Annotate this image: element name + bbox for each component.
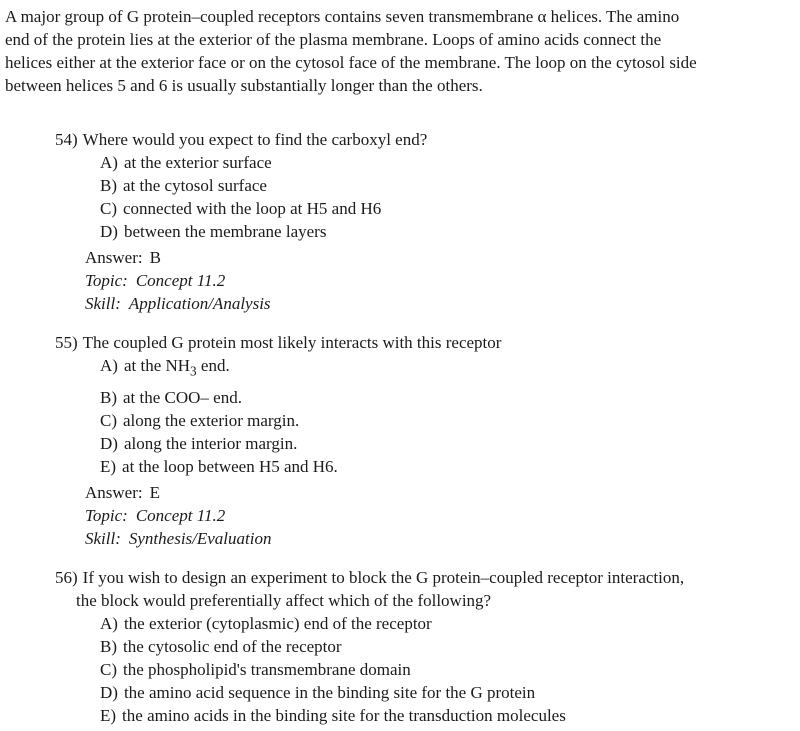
option-text: between the membrane layers xyxy=(123,222,327,241)
skill-label: Skill: xyxy=(85,529,121,548)
question-number: 55) xyxy=(55,333,78,352)
option-label: D) xyxy=(100,683,118,702)
option-label: B) xyxy=(100,176,117,195)
option-row xyxy=(100,386,800,409)
option-row xyxy=(100,704,800,727)
option-text: along the exterior margin. xyxy=(123,411,300,430)
option-text: at the cytosol surface xyxy=(123,176,267,195)
option-row xyxy=(100,174,800,197)
skill-line xyxy=(85,527,800,550)
question-number: 54) xyxy=(55,130,78,149)
option-text: at the loop between H5 and H6. xyxy=(122,457,338,476)
topic-value: Concept 11.2 xyxy=(135,271,226,290)
question-text: Where would you expect to find the carboxyl end? xyxy=(82,130,428,149)
question-text: the block would preferentially affect which of the following? xyxy=(76,591,492,610)
question-block xyxy=(0,128,800,315)
answer-label: Answer: xyxy=(85,248,143,267)
option-row xyxy=(100,658,800,681)
intro-line: helices either at the exterior face or on the cytosol face of the membrane. The loop on the cytosol side xyxy=(5,53,697,72)
option-text: the cytosolic end of the receptor xyxy=(123,637,342,656)
answer-line xyxy=(85,481,800,504)
topic-line xyxy=(85,504,800,527)
option-row xyxy=(100,681,800,704)
option-text: at the $NH_3$ end. xyxy=(123,356,230,379)
option-text: at the COO– end. xyxy=(123,388,242,407)
option-row xyxy=(100,612,800,635)
option-text: the phospholipid's transmembrane domain xyxy=(123,660,411,679)
intro-line: A major group of G protein–coupled receptors contains seven transmembrane α helices. The amino xyxy=(5,7,680,26)
option-row xyxy=(100,409,800,432)
skill-line xyxy=(85,292,800,315)
question-text-lines xyxy=(0,566,800,612)
answer-value: E xyxy=(149,483,160,502)
option-text: the amino acid sequence in the binding site for the G protein xyxy=(123,683,536,702)
document-page xyxy=(0,5,800,731)
option-label: C) xyxy=(100,660,117,679)
skill-value: Synthesis/Evaluation xyxy=(128,529,272,548)
option-row xyxy=(100,635,800,658)
option-row xyxy=(100,220,800,243)
topic-line xyxy=(85,269,800,292)
answer-value: B xyxy=(149,248,161,267)
skill-label: Skill: xyxy=(85,294,121,313)
options-list xyxy=(0,354,800,478)
intro-paragraph xyxy=(5,5,800,97)
options-list xyxy=(0,612,800,727)
question-text-lines xyxy=(0,331,800,354)
option-label: A) xyxy=(100,153,118,172)
option-text: connected with the loop at H5 and H6 xyxy=(123,199,382,218)
question-line xyxy=(55,331,800,354)
topic-label: Topic: xyxy=(85,506,128,525)
answer-meta xyxy=(85,481,800,550)
answer-meta xyxy=(85,246,800,315)
option-label: E) xyxy=(100,457,117,476)
option-label: B) xyxy=(100,637,117,656)
answer-line xyxy=(85,246,800,269)
question-line xyxy=(55,566,800,589)
option-label: C) xyxy=(100,199,117,218)
question-number: 56) xyxy=(55,568,78,587)
option-row xyxy=(100,455,800,478)
option-text: along the interior margin. xyxy=(123,434,298,453)
option-label: D) xyxy=(100,434,118,453)
question-block xyxy=(0,331,800,550)
option-text: at the exterior surface xyxy=(123,153,272,172)
question-line xyxy=(55,128,800,151)
intro-line: between helices 5 and 6 is usually substantially longer than the others. xyxy=(5,76,483,95)
question-block xyxy=(0,566,800,727)
option-label: A) xyxy=(100,356,118,375)
option-row xyxy=(100,197,800,220)
question-text-lines xyxy=(0,128,800,151)
option-label: A) xyxy=(100,614,118,633)
question-text: The coupled G protein most likely interacts with this receptor xyxy=(82,333,502,352)
option-row xyxy=(100,354,800,377)
intro-line: end of the protein lies at the exterior of the plasma membrane. Loops of amino acids connect the xyxy=(5,30,662,49)
option-text: the amino acids in the binding site for the transduction molecules xyxy=(122,706,566,725)
question-text: If you wish to design an experiment to block the G protein–coupled receptor interaction, xyxy=(82,568,685,587)
option-row xyxy=(100,432,800,455)
question-line xyxy=(76,589,800,612)
answer-label: Answer: xyxy=(85,483,143,502)
topic-value: Concept 11.2 xyxy=(135,506,226,525)
options-list xyxy=(0,151,800,243)
option-label: D) xyxy=(100,222,118,241)
topic-label: Topic: xyxy=(85,271,128,290)
option-label: B) xyxy=(100,388,117,407)
option-row xyxy=(100,151,800,174)
questions-section xyxy=(0,128,800,727)
option-label: C) xyxy=(100,411,117,430)
skill-value: Application/Analysis xyxy=(128,294,271,313)
option-text: the exterior (cytoplasmic) end of the receptor xyxy=(123,614,432,633)
option-label: E) xyxy=(100,706,117,725)
